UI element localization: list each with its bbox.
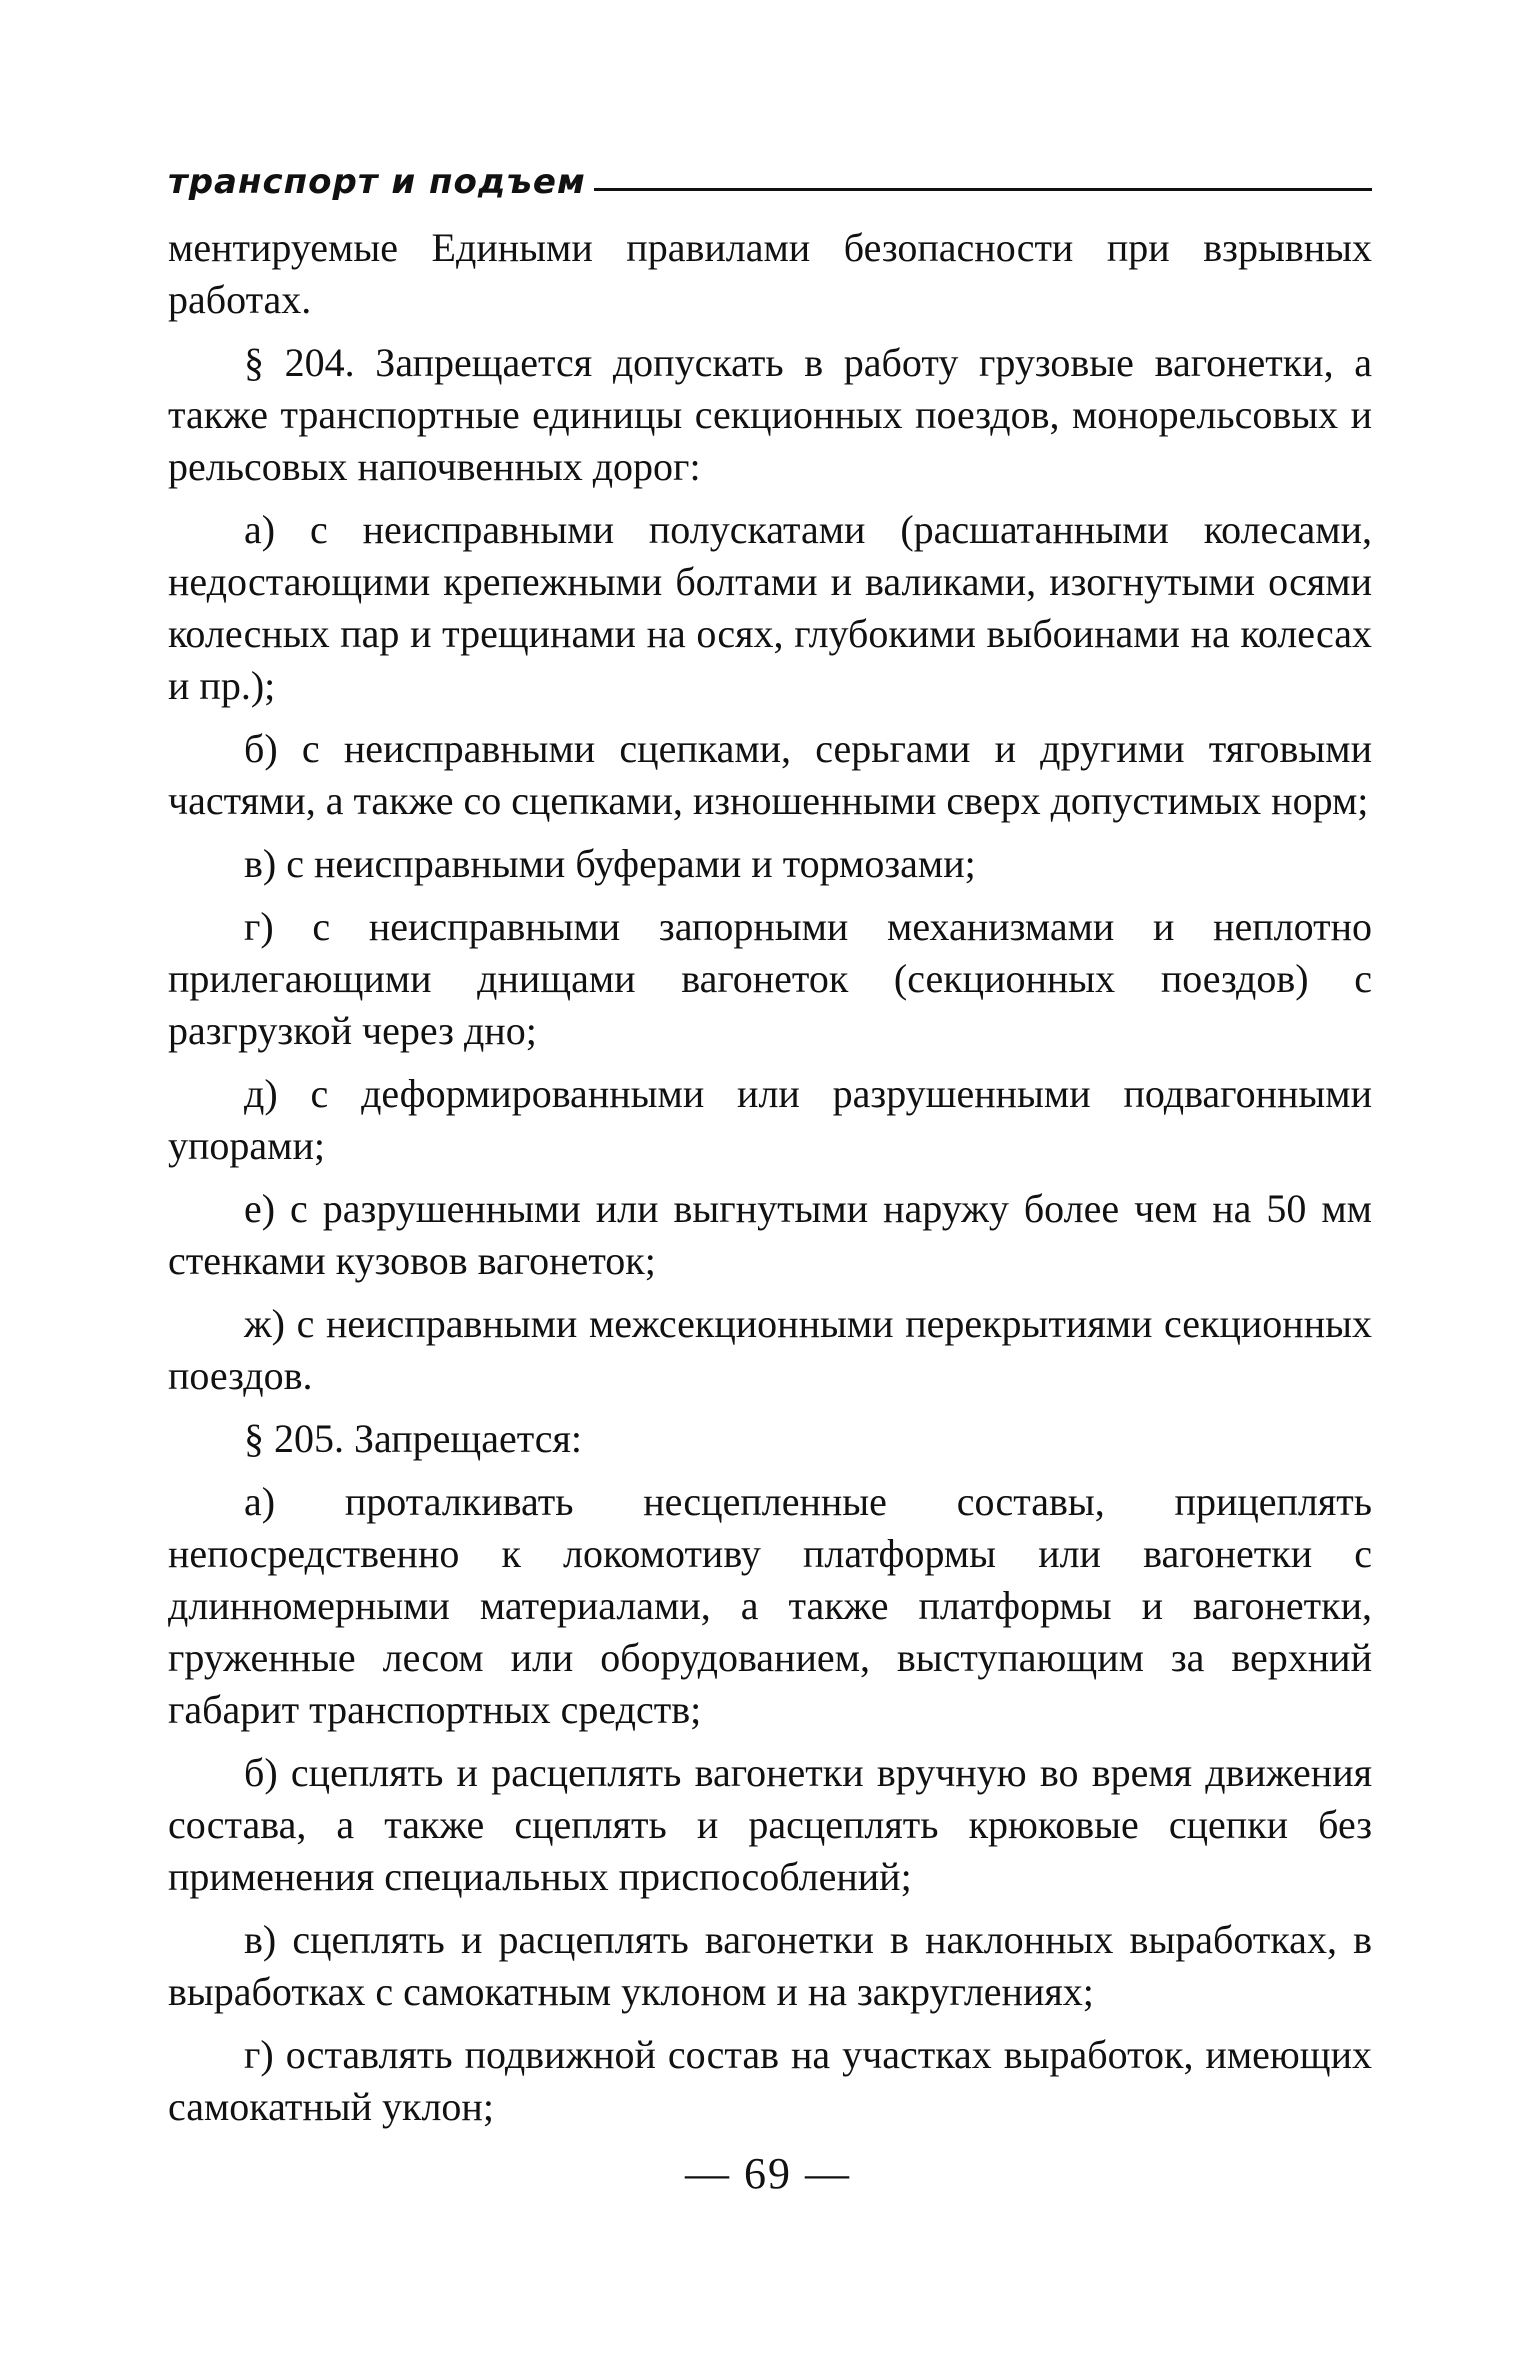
list-item-205-v: в) сцеплять и расцеплять вагонетки в наклонных выработках, в выработках с самокатным уклоном и на закруглениях; (168, 1917, 1372, 2014)
list-item-204-v: в) с неисправными буферами и тормозами; (244, 841, 976, 886)
list-item-204-d: д) с деформированными или разрушенными подвагонными упорами; (168, 1071, 1372, 1168)
list-item-204-zh: ж) с неисправными межсекционными перекрытиями секционных поездов. (168, 1301, 1372, 1398)
paragraph-continuation: ментируемые Едиными правилами безопасности при взрывных работах. (168, 225, 1372, 322)
list-item-204-g: г) с неисправными запорными механизмами и неплотно прилегающими днищами вагонеток (секционных поездов) с разгрузкой через дно; (168, 904, 1372, 1053)
page-body (168, 222, 1372, 2144)
running-title: транспорт и подъем (168, 162, 594, 202)
page-number: — 69 — (685, 2149, 851, 2198)
list-item-204-b: б) с неисправными сцепками, серьгами и другими тяговыми частями, а также со сцепками, изношенными сверх допустимых норм; (168, 726, 1372, 823)
section-205-intro: § 205. Запрещается: (244, 1416, 582, 1461)
section-204-intro: § 204. Запрещается допускать в работу грузовые вагонетки, а также транспортные единицы секционных поездов, монорельсовых и рельсовых напочвенных дорог: (168, 340, 1372, 489)
list-item-204-e: е) с разрушенными или выгнутыми наружу более чем на 50 мм стенками кузовов вагонеток; (168, 1186, 1372, 1283)
running-head (168, 152, 1372, 202)
list-item-205-g: г) оставлять подвижной состав на участках выработок, имеющих самокатный уклон; (168, 2032, 1372, 2129)
list-item-205-a: а) проталкивать несцепленные составы, прицеплять непосредственно к локомотиву платформы или вагонетки с длинномерными материалами, а также платформы и вагонетки, груженные лесом или оборудованием, выступающим за верхний габарит транспортных средств; (168, 1479, 1372, 1732)
list-item-204-a: а) с неисправными полускатами (расшатанными колесами, недостающими крепежными болтами и валиками, изогнутыми осями колесных пар и трещинами на осях, глубокими выбоинами на колесах и пр.); (168, 507, 1372, 708)
list-item-205-b: б) сцеплять и расцеплять вагонетки вручную во время движения состава, а также сцеплять и расцеплять крюковые сцепки без применения специальных приспособлений; (168, 1750, 1372, 1899)
